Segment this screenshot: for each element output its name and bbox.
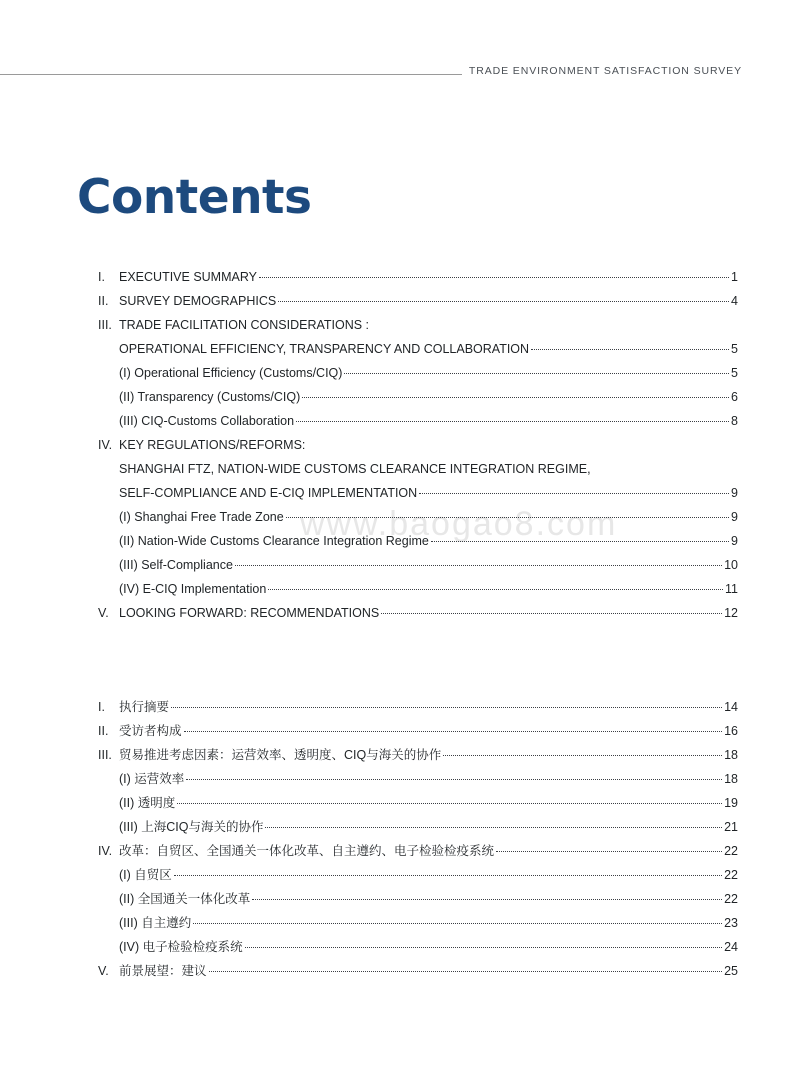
toc-entry[interactable]: [98, 767, 738, 791]
toc-entry-label: 改革：自贸区、全国通关一体化改革、自主遵约、电子检验检疫系统: [119, 844, 495, 858]
toc-entry[interactable]: [98, 385, 738, 409]
toc-entry-label: (I) 自贸区: [119, 868, 172, 882]
toc-entry-number: II.: [98, 294, 109, 308]
toc-entry[interactable]: [98, 911, 738, 935]
toc-entry-label: (III) Self-Compliance: [119, 558, 233, 572]
toc-entry[interactable]: [98, 791, 738, 815]
header-title: TRADE ENVIRONMENT SATISFACTION SURVEY: [468, 65, 742, 77]
toc-entry-page: 22: [724, 844, 738, 858]
dot-leader: [344, 372, 729, 374]
dot-leader: [296, 420, 729, 422]
toc-entry-label: KEY REGULATIONS/REFORMS:: [119, 438, 306, 452]
dot-leader: [174, 874, 722, 876]
dot-leader: [235, 564, 722, 566]
toc-entry-page: 8: [731, 414, 738, 428]
toc-entry-label: TRADE FACILITATION CONSIDERATIONS :: [119, 318, 370, 332]
dot-leader: [531, 348, 729, 350]
toc-entry-page: 12: [724, 606, 738, 620]
toc-entry[interactable]: [98, 815, 738, 839]
dot-leader: [193, 922, 722, 924]
toc-entry-label: (I) Shanghai Free Trade Zone: [119, 510, 284, 524]
dot-leader: [186, 778, 722, 780]
toc-entry-label: 前景展望：建议: [119, 964, 207, 978]
toc-entry[interactable]: [98, 601, 738, 625]
toc-entry[interactable]: [98, 743, 738, 767]
toc-entry-label: (II) 透明度: [119, 796, 176, 810]
toc-entry-label: OPERATIONAL EFFICIENCY, TRANSPARENCY AND COLLABORATION: [119, 342, 530, 356]
toc-entry[interactable]: [98, 337, 738, 361]
toc-entry-page: 23: [724, 916, 738, 930]
toc-entry-label: (IV) 电子检验检疫系统: [119, 940, 243, 954]
toc-entry-page: 19: [724, 796, 738, 810]
toc-entry-number: IV.: [98, 438, 113, 452]
toc-entry-number: I.: [98, 700, 105, 714]
toc-entry-page: 9: [731, 534, 738, 548]
toc-entry-label: SHANGHAI FTZ, NATION-WIDE CUSTOMS CLEARANCE INTEGRATION REGIME,: [119, 462, 591, 476]
dot-leader: [302, 396, 729, 398]
toc-entry-page: 18: [724, 772, 738, 786]
toc-entry[interactable]: [98, 529, 738, 553]
toc-entry[interactable]: [98, 505, 738, 529]
toc-entry[interactable]: [98, 265, 738, 289]
dot-leader: [278, 300, 729, 302]
dot-leader: [171, 706, 722, 708]
toc-entry-number: III.: [98, 318, 112, 332]
toc-entry[interactable]: [98, 361, 738, 385]
page-title: Contents: [77, 170, 312, 225]
toc-entry-label: (II) Nation-Wide Customs Clearance Integration Regime: [119, 534, 429, 548]
toc-entry-label: 受访者构成: [119, 724, 182, 738]
toc-entry-page: 5: [731, 366, 738, 380]
toc-entry[interactable]: [98, 695, 738, 719]
toc-entry[interactable]: [98, 313, 738, 337]
toc-entry-label: (IV) E-CIQ Implementation: [119, 582, 267, 596]
toc-entry[interactable]: [98, 409, 738, 433]
dot-leader: [265, 826, 722, 828]
dot-leader: [245, 946, 722, 948]
toc-entry-page: 22: [724, 892, 738, 906]
toc-entry-label: SELF-COMPLIANCE AND E-CIQ IMPLEMENTATION: [119, 486, 418, 500]
toc-entry-label: (II) 全国通关一体化改革: [119, 892, 251, 906]
dot-leader: [209, 970, 723, 972]
toc-entry-label: (III) 自主遵约: [119, 916, 192, 930]
toc-entry-number: II.: [98, 724, 109, 738]
dot-leader: [184, 730, 723, 732]
toc-entry-label: (I) 运营效率: [119, 772, 185, 786]
toc-entry-label: (I) Operational Efficiency (Customs/CIQ): [119, 366, 343, 380]
toc-entry[interactable]: [98, 959, 738, 983]
watermark: www.baogao8.com: [300, 505, 618, 543]
toc-entry[interactable]: [98, 719, 738, 743]
toc-entry-number: III.: [98, 748, 112, 762]
toc-entry-page: 25: [724, 964, 738, 978]
toc-entry-page: 5: [731, 342, 738, 356]
toc-entry-label: (II) Transparency (Customs/CIQ): [119, 390, 301, 404]
dot-leader: [286, 516, 729, 518]
toc-entry-label: 执行摘要: [119, 700, 170, 714]
toc-entry-page: 9: [731, 510, 738, 524]
toc-entry-page: 22: [724, 868, 738, 882]
toc-chinese: [98, 695, 738, 983]
toc-entry-label: (III) CIQ-Customs Collaboration: [119, 414, 295, 428]
toc-entry[interactable]: [98, 863, 738, 887]
toc-entry[interactable]: [98, 935, 738, 959]
toc-entry-label: LOOKING FORWARD: RECOMMENDATIONS: [119, 606, 380, 620]
toc-entry-page: 21: [724, 820, 738, 834]
dot-leader: [259, 276, 729, 278]
toc-entry-page: 11: [725, 582, 738, 596]
toc-entry[interactable]: [98, 481, 738, 505]
dot-leader: [443, 754, 722, 756]
dot-leader: [177, 802, 722, 804]
toc-entry-page: 6: [731, 390, 738, 404]
dot-leader: [431, 540, 729, 542]
dot-leader: [252, 898, 722, 900]
toc-entry-label: SURVEY DEMOGRAPHICS: [119, 294, 277, 308]
toc-entry-label: 贸易推进考虑因素：运营效率、透明度、CIQ与海关的协作: [119, 748, 442, 762]
toc-entry[interactable]: [98, 839, 738, 863]
toc-entry-page: 24: [724, 940, 738, 954]
toc-entry-number: V.: [98, 964, 109, 978]
dot-leader: [419, 492, 729, 494]
toc-entry-page: 14: [724, 700, 738, 714]
toc-entry[interactable]: [98, 887, 738, 911]
toc-entry-number: I.: [98, 270, 105, 284]
toc-entry-page: 4: [731, 294, 738, 308]
toc-entry-label: (III) 上海CIQ与海关的协作: [119, 820, 264, 834]
dot-leader: [381, 612, 722, 614]
toc-entry-number: IV.: [98, 844, 113, 858]
toc-entry-page: 1: [731, 270, 738, 284]
toc-entry-number: V.: [98, 606, 109, 620]
toc-entry-page: 9: [731, 486, 738, 500]
toc-entry[interactable]: [98, 289, 738, 313]
toc-entry[interactable]: [98, 433, 738, 457]
toc-entry-page: 18: [724, 748, 738, 762]
header-rule: [0, 74, 462, 75]
toc-entry-page: 16: [724, 724, 738, 738]
dot-leader: [268, 588, 723, 590]
toc-entry[interactable]: [98, 553, 738, 577]
dot-leader: [496, 850, 722, 852]
toc-entry-page: 10: [724, 558, 738, 572]
toc-entry[interactable]: [98, 577, 738, 601]
toc-entry[interactable]: [98, 457, 738, 481]
toc-entry-label: EXECUTIVE SUMMARY: [119, 270, 257, 284]
toc-english: [98, 265, 738, 625]
